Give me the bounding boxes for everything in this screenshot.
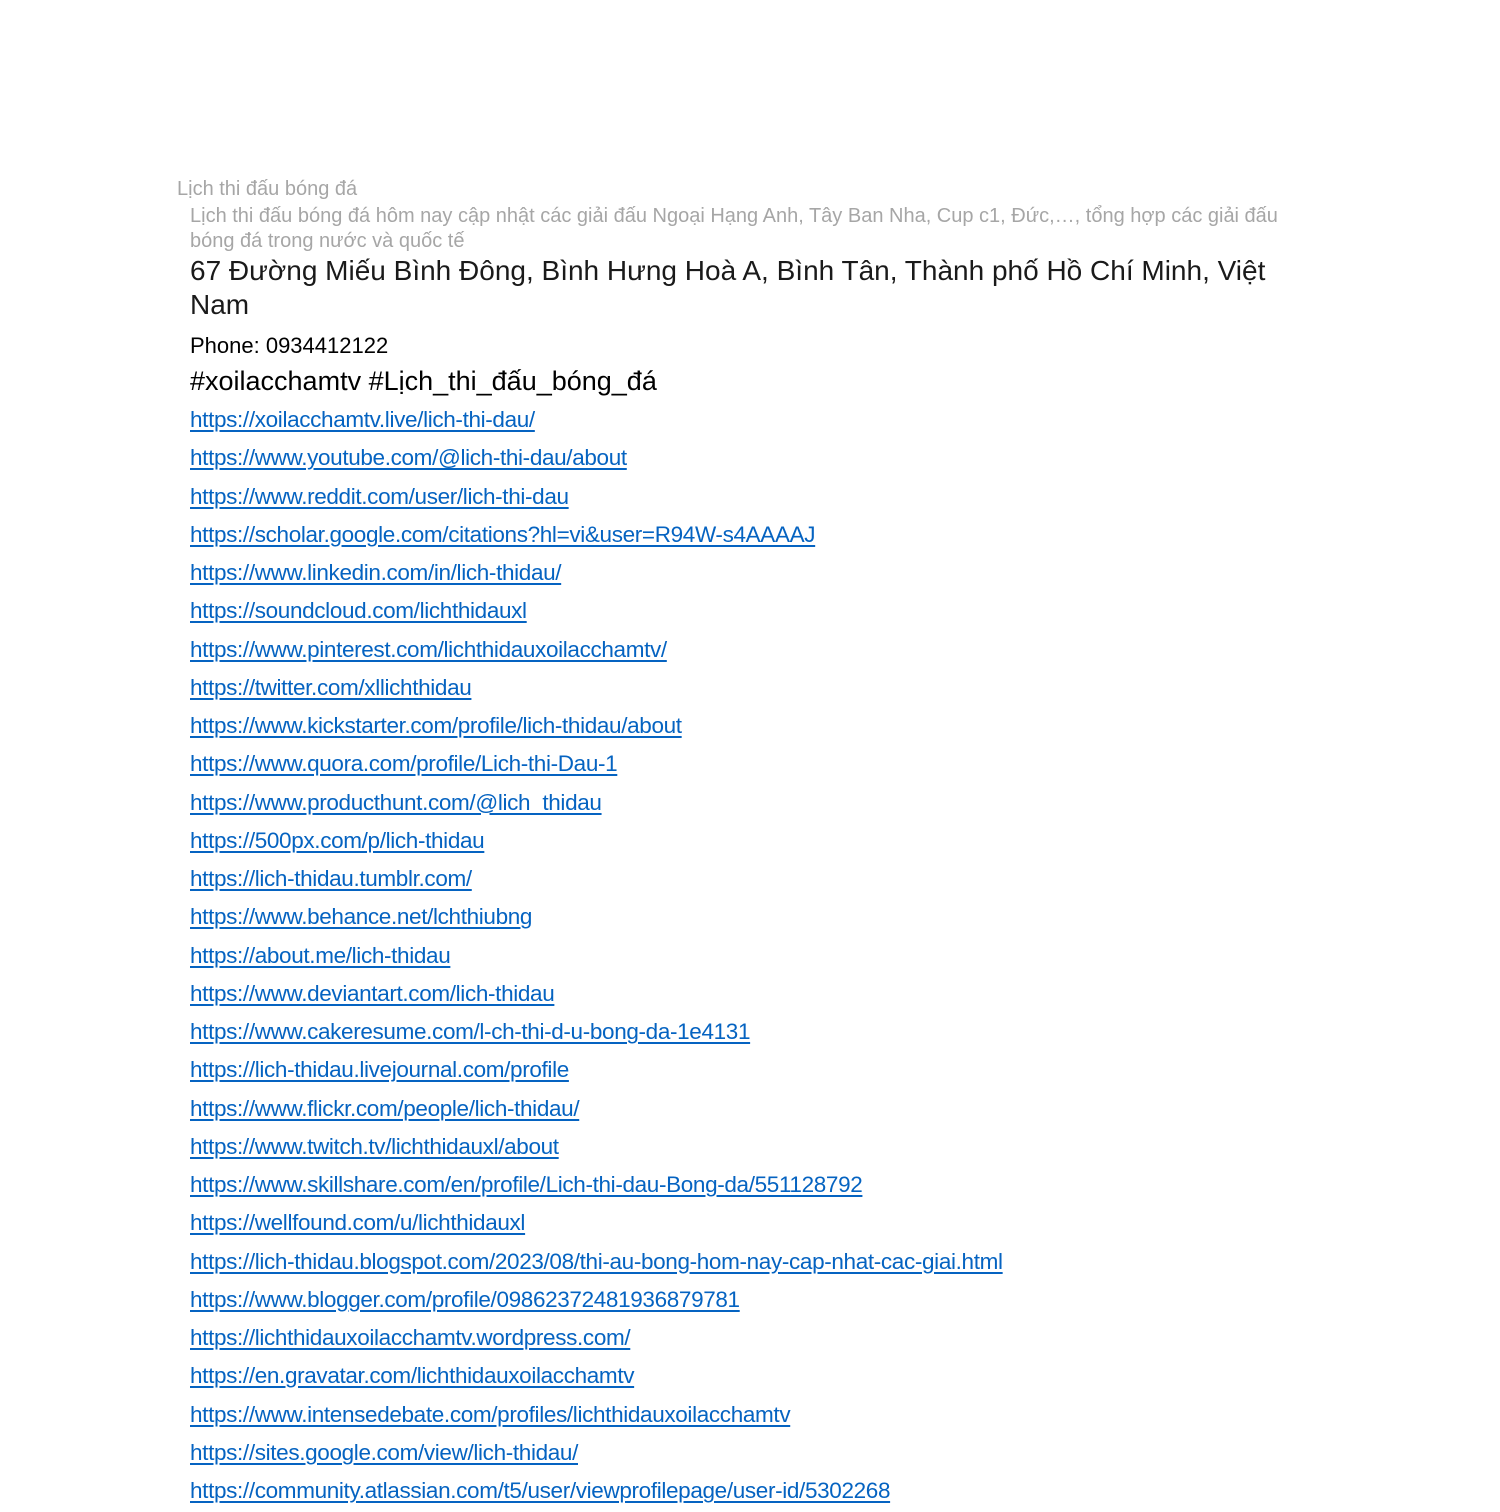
- link-item: [190, 1398, 1003, 1436]
- link-xoilacchamtv[interactable]: https://xoilacchamtv.live/lich-thi-dau/: [190, 407, 535, 432]
- link-item: [190, 633, 1003, 671]
- link-youtube[interactable]: https://www.youtube.com/@lich-thi-dau/about: [190, 445, 627, 471]
- link-item: [190, 939, 1003, 977]
- link-twitter[interactable]: https://twitter.com/xllichthidau: [190, 674, 472, 700]
- link-wellfound[interactable]: https://wellfound.com/u/lichthidauxl: [190, 1210, 526, 1236]
- hashtags: #xoilacchamtv #Lịch_thi_đấu_bóng_đá: [190, 366, 657, 396]
- link-atlassian-community[interactable]: https://community.atlassian.com/t5/user/viewprofilepage/user-id/5302268: [190, 1478, 891, 1503]
- link-skillshare[interactable]: https://www.skillshare.com/en/profile/Lich-thi-dau-Bong-da/551128792: [190, 1172, 863, 1197]
- link-list: [190, 403, 1003, 1512]
- link-deviantart[interactable]: https://www.deviantart.com/lich-thidau: [190, 980, 555, 1006]
- link-item: [190, 747, 1003, 785]
- link-cakeresume[interactable]: https://www.cakeresume.com/l-ch-thi-d-u-bong-da-1e4131: [190, 1019, 751, 1044]
- link-item: [190, 403, 1003, 441]
- link-pinterest[interactable]: https://www.pinterest.com/lichthidauxoilacchamtv/: [190, 636, 667, 662]
- link-item: [190, 594, 1003, 632]
- link-item: [190, 1283, 1003, 1321]
- link-500px[interactable]: https://500px.com/p/lich-thidau: [190, 827, 485, 853]
- link-item: [190, 1474, 1003, 1512]
- link-item: [190, 1053, 1003, 1091]
- document-description: Lịch thi đấu bóng đá hôm nay cập nhật các giải đấu Ngoại Hạng Anh, Tây Ban Nha, Cup c1, Đức,…, tổng hợp các giải đấu bóng đá trong nước và quốc tế: [190, 205, 1278, 252]
- link-item: [190, 1436, 1003, 1474]
- link-item: [190, 709, 1003, 747]
- link-soundcloud[interactable]: https://soundcloud.com/lichthidauxl: [190, 598, 527, 624]
- link-item: [190, 977, 1003, 1015]
- link-quora[interactable]: https://www.quora.com/profile/Lich-thi-Dau-1: [190, 751, 618, 777]
- link-item: [190, 1130, 1003, 1168]
- link-item: [190, 900, 1003, 938]
- link-flickr[interactable]: https://www.flickr.com/people/lich-thidau/: [190, 1095, 580, 1121]
- link-gravatar[interactable]: https://en.gravatar.com/lichthidauxoilacchamtv: [190, 1363, 635, 1389]
- link-item: [190, 786, 1003, 824]
- link-reddit[interactable]: https://www.reddit.com/user/lich-thi-dau: [190, 483, 569, 509]
- link-item: [190, 1245, 1003, 1283]
- link-wordpress[interactable]: https://lichthidauxoilacchamtv.wordpress.com/: [190, 1325, 631, 1350]
- link-linkedin[interactable]: https://www.linkedin.com/in/lich-thidau/: [190, 560, 562, 585]
- link-livejournal[interactable]: https://lich-thidau.livejournal.com/profile: [190, 1057, 569, 1083]
- link-item: [190, 1015, 1003, 1053]
- phone-number: Phone: 0934412122: [190, 333, 389, 358]
- link-behance[interactable]: https://www.behance.net/lchthiubng: [190, 904, 533, 930]
- link-item: [190, 1359, 1003, 1397]
- link-item: [190, 480, 1003, 518]
- link-producthunt[interactable]: https://www.producthunt.com/@lich_thidau: [190, 789, 602, 815]
- link-item: [190, 518, 1003, 556]
- link-twitch[interactable]: https://www.twitch.tv/lichthidauxl/about: [190, 1133, 559, 1159]
- link-google-scholar[interactable]: https://scholar.google.com/citations?hl=vi&user=R94W-s4AAAAJ: [190, 521, 816, 547]
- link-about-me[interactable]: https://about.me/lich-thidau: [190, 942, 451, 968]
- link-kickstarter[interactable]: https://www.kickstarter.com/profile/lich-thidau/about: [190, 713, 682, 738]
- document-title: Lịch thi đấu bóng đá: [177, 178, 358, 200]
- link-tumblr[interactable]: https://lich-thidau.tumblr.com/: [190, 866, 472, 891]
- link-item: [190, 1092, 1003, 1130]
- link-item: [190, 441, 1003, 479]
- link-intensedebate[interactable]: https://www.intensedebate.com/profiles/lichthidauxoilacchamtv: [190, 1401, 791, 1427]
- link-blogspot[interactable]: https://lich-thidau.blogspot.com/2023/08/thi-au-bong-hom-nay-cap-nhat-cac-giai.html: [190, 1248, 1003, 1274]
- link-item: [190, 1321, 1003, 1359]
- link-item: [190, 556, 1003, 594]
- link-item: [190, 824, 1003, 862]
- link-item: [190, 1168, 1003, 1206]
- link-item: [190, 671, 1003, 709]
- link-item: [190, 1206, 1003, 1244]
- address: 67 Đường Miếu Bình Đông, Bình Hưng Hoà A, Bình Tân, Thành phố Hồ Chí Minh, Việt Nam: [190, 255, 1266, 320]
- link-item: [190, 862, 1003, 900]
- link-google-sites[interactable]: https://sites.google.com/view/lich-thidau/: [190, 1439, 578, 1465]
- link-blogger[interactable]: https://www.blogger.com/profile/09862372481936879781: [190, 1286, 740, 1312]
